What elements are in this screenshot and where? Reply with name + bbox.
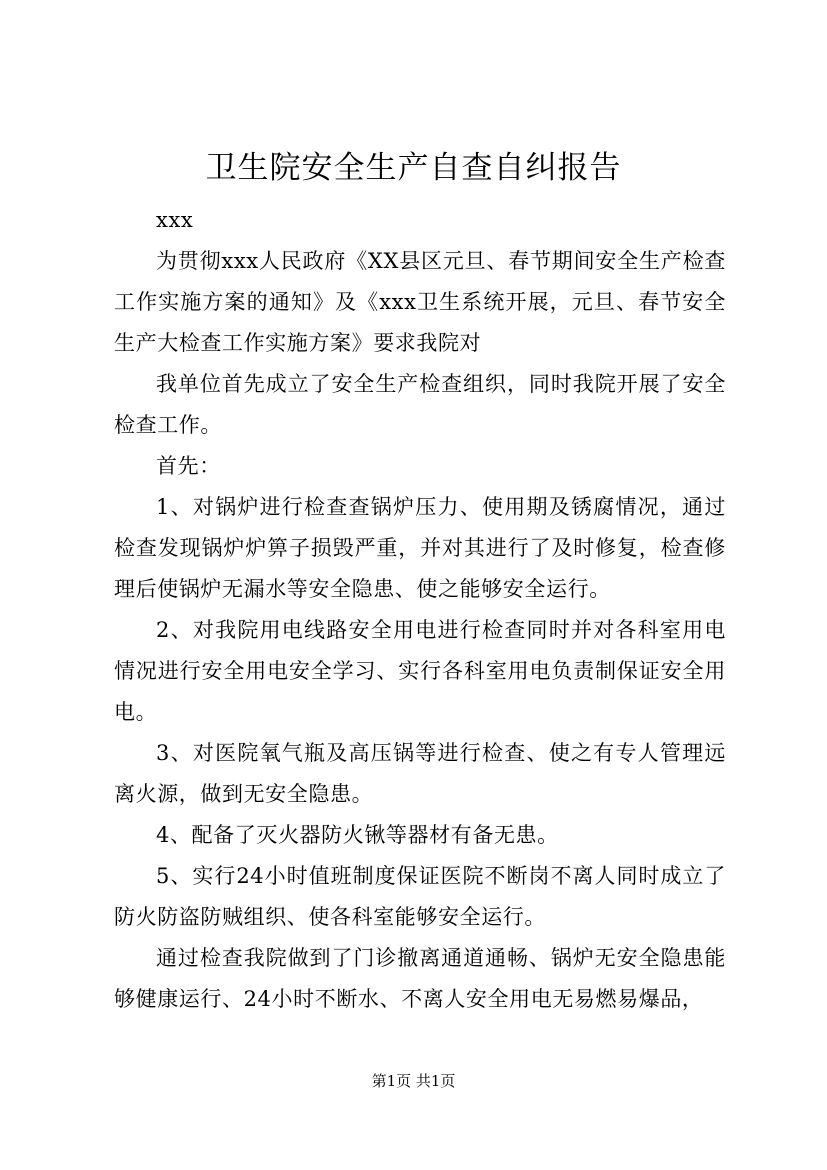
document-body xyxy=(114,200,726,1020)
paragraph-item-3: 3、对医院氧气瓶及高压锅等进行检查、使之有专人管理远离火源，做到无安全隐患。 xyxy=(114,741,726,806)
paragraph-conclusion: 通过检查我院做到了门诊撤离通道通畅、锅炉无安全隐患能够健康运行、24小时不断水、不离人安全用电无易燃易爆品， xyxy=(114,946,726,1011)
document-title: 卫生院安全生产自查自纠报告 xyxy=(205,150,622,186)
paragraph-item-2: 2、对我院用电线路安全用电进行检查同时并对各科室用电情况进行安全用电安全学习、实行各科室用电负责制保证安全用电。 xyxy=(114,618,726,724)
paragraph-item-4: 4、配备了灭火器防火锹等器材有备无患。 xyxy=(156,823,559,847)
paragraph-recipient: xxx xyxy=(156,208,194,232)
paragraph-organization: 我单位首先成立了安全生产检查组织，同时我院开展了安全检查工作。 xyxy=(114,372,726,437)
paragraph-item-1: 1、对锅炉进行检查查锅炉压力、使用期及锈腐情况，通过检查发现锅炉炉箅子损毁严重，并对其进行了及时修复，检查修理后使锅炉无漏水等安全隐患、使之能够安全运行。 xyxy=(114,495,726,601)
paragraph-item-5: 5、实行24小时值班制度保证医院不断岗不离人同时成立了防火防盗防贼组织、使各科室能够安全运行。 xyxy=(114,864,726,929)
paragraph-first: 首先： xyxy=(156,454,221,478)
paragraph-intro: 为贯彻xxx人民政府《XX县区元旦、春节期间安全生产检查工作实施方案的通知》及《xxx卫生系统开展，元旦、春节安全生产大检查工作实施方案》要求我院对 xyxy=(114,249,726,355)
page-footer: 第1页 共1页 xyxy=(371,1072,456,1090)
